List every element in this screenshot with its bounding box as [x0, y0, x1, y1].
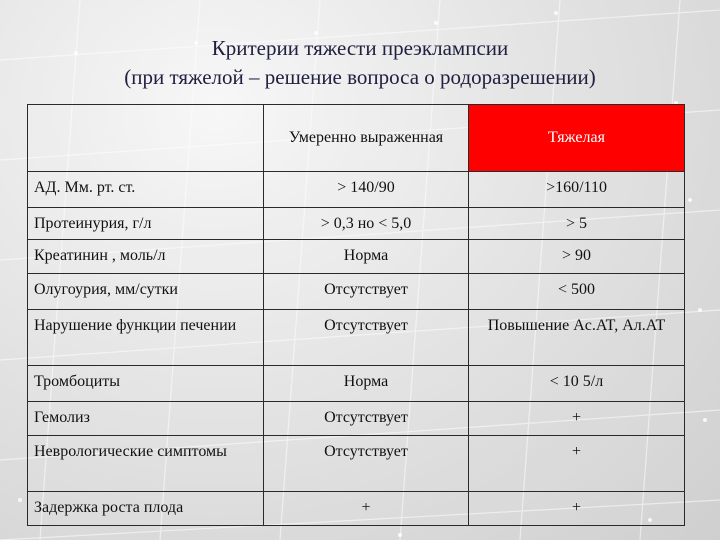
severe-cell: +: [469, 436, 685, 492]
moderate-cell: Отсутствует: [264, 402, 469, 436]
moderate-cell: +: [264, 492, 469, 526]
header-severe: Тяжелая: [469, 105, 685, 172]
table-row: [28, 492, 685, 526]
table-header-row: [28, 105, 685, 172]
moderate-cell: Отсутствует: [264, 436, 469, 492]
title-line-2: (при тяжелой – решение вопроса о родоразрешении): [124, 65, 596, 89]
table-row: [28, 274, 685, 310]
table-row: [28, 366, 685, 402]
severe-cell: Повышение Ac.AT, Ал.AT: [469, 310, 685, 366]
severe-cell: < 10 5/л: [469, 366, 685, 402]
criterion-cell: Тромбоциты: [28, 366, 264, 402]
criteria-table: [27, 104, 685, 526]
moderate-cell: Отсутствует: [264, 274, 469, 310]
severe-cell: >160/110: [469, 172, 685, 208]
moderate-cell: Норма: [264, 240, 469, 274]
moderate-cell: Отсутствует: [264, 310, 469, 366]
criterion-cell: Неврологические симптомы: [28, 436, 264, 492]
table-row: [28, 240, 685, 274]
table-row: [28, 436, 685, 492]
criterion-cell: Нарушение функции печении: [28, 310, 264, 366]
table-row: [28, 208, 685, 240]
criterion-cell: Протеинурия, г/л: [28, 208, 264, 240]
severe-cell: < 500: [469, 274, 685, 310]
table-row: [28, 310, 685, 366]
table-row: [28, 402, 685, 436]
header-moderate: Умеренно выраженная: [264, 105, 469, 172]
severe-cell: +: [469, 402, 685, 436]
criterion-cell: АД. Мм. рт. ст.: [28, 172, 264, 208]
title-line-1: Критерии тяжести преэклампсии: [211, 36, 509, 60]
criterion-cell: Задержка роста плода: [28, 492, 264, 526]
severe-cell: > 90: [469, 240, 685, 274]
criterion-cell: Гемолиз: [28, 402, 264, 436]
moderate-cell: > 0,3 но < 5,0: [264, 208, 469, 240]
table-row: [28, 172, 685, 208]
header-empty-cell: [28, 105, 264, 172]
severe-cell: > 5: [469, 208, 685, 240]
moderate-cell: > 140/90: [264, 172, 469, 208]
page-title: [0, 34, 720, 92]
criterion-cell: Олугоурия, мм/сутки: [28, 274, 264, 310]
moderate-cell: Норма: [264, 366, 469, 402]
severe-cell: +: [469, 492, 685, 526]
criterion-cell: Креатинин , моль/л: [28, 240, 264, 274]
